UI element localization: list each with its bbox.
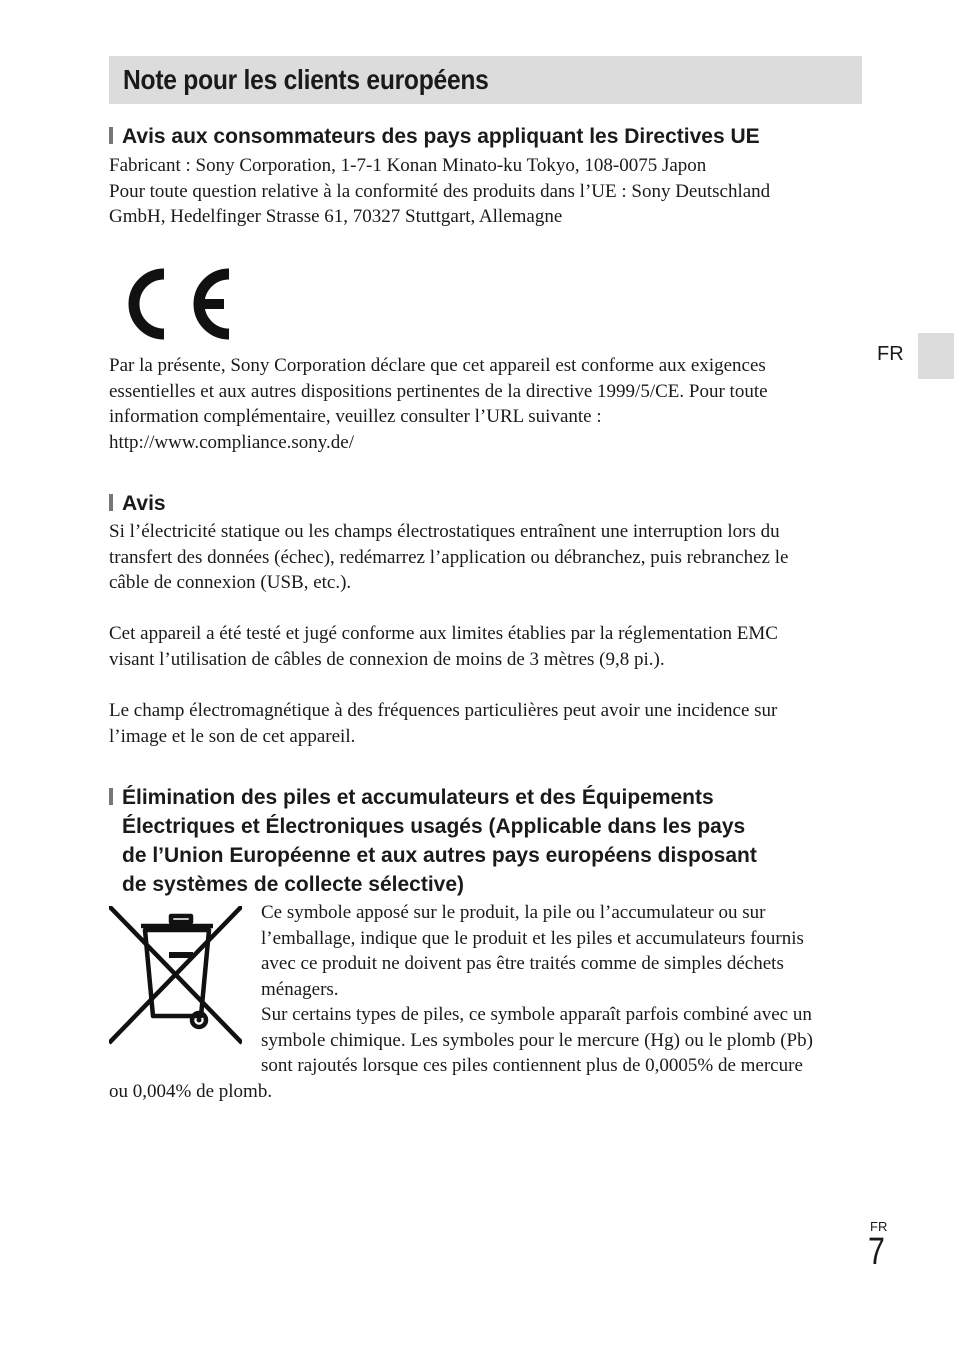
section-heading-directives (109, 122, 760, 151)
text-line: Cet appareil a été testé et jugé conforme aux limites établies par la réglementation EMC (109, 623, 778, 644)
page-title: Note pour les clients européens (123, 64, 489, 95)
manufacturer-info (109, 153, 869, 230)
section-heading-elimination (109, 783, 757, 899)
declaration-text (109, 353, 869, 455)
page-number: 7 (868, 1231, 885, 1273)
text-line: Le champ électromagnétique à des fréquences particulières peut avoir une incidence sur (109, 700, 778, 721)
text-line: transfert des données (échec), redémarrez l’application ou débranchez, puis rebranchez le (109, 546, 789, 568)
text-line: Si l’électricité statique ou les champs électrostatiques entraînent une interruption lors du (109, 521, 780, 542)
section-marker (109, 494, 113, 511)
text-line: visant l’utilisation de câbles de connexion de moins de 3 mètres (9,8 pi.). (109, 648, 665, 670)
section-marker (109, 788, 113, 805)
title-bar (109, 56, 862, 104)
text-line: information complémentaire, veuillez consulter l’URL suivante : (109, 406, 602, 427)
text-line: Pour toute question relative à la conformité des produits dans l’UE : Sony Deutschland (109, 180, 771, 202)
section-heading-text: Avis aux consommateurs des pays appliquant les Directives UE (122, 125, 760, 148)
text-line: Sur certains types de piles, ce symbole apparaît parfois combiné avec un (261, 1004, 812, 1025)
side-tab-label: FR (877, 343, 904, 365)
page-language: FR (870, 1219, 888, 1234)
text-line: symbole chimique. Les symboles pour le mercure (Hg) ou le plomb (Pb) (261, 1029, 813, 1051)
avis-paragraph-2 (109, 621, 869, 672)
text-line: Par la présente, Sony Corporation déclare que cet appareil est conforme aux exigences (109, 355, 766, 376)
heading-line: de l’Union Européenne et aux autres pays européens disposant (122, 844, 757, 867)
text-line: Ce symbole apposé sur le produit, la pile ou l’accumulateur ou sur (261, 902, 766, 923)
compliance-url: http://www.compliance.sony.de/ (109, 431, 355, 453)
heading-line: Électriques et Électroniques usagés (Applicable dans les pays (122, 815, 746, 838)
text-line: GmbH, Hedelfinger Strasse 61, 70327 Stuttgart, Allemagne (109, 206, 563, 227)
text-line: sont rajoutés lorsque ces piles contiennent plus de 0,0005% de mercure (261, 1055, 803, 1076)
text-line: essentielles et aux autres dispositions pertinentes de la directive 1999/5/CE. Pour toute (109, 380, 768, 402)
avis-paragraph-3 (109, 698, 869, 749)
section-heading-text: Avis (122, 492, 166, 515)
elimination-text (261, 900, 871, 1079)
text-line: Fabricant : Sony Corporation, 1-7-1 Konan Minato-ku Tokyo, 108-0075 Japon (109, 155, 707, 176)
section-marker (109, 127, 113, 144)
text-line: ménagers. (261, 978, 339, 1000)
text-line: l’emballage, indique que le produit et les piles et accumulateurs fournis (261, 927, 804, 949)
text-line: avec ce produit ne doivent pas être traités comme de simples déchets (261, 953, 784, 974)
text-line: l’image et le son de cet appareil. (109, 725, 356, 747)
section-heading-avis (109, 489, 166, 518)
heading-line: de systèmes de collecte sélective) (122, 873, 465, 896)
elimination-text-end (109, 1079, 869, 1105)
text-line: ou 0,004% de plomb. (109, 1081, 273, 1102)
heading-line: Élimination des piles et accumulateurs et des Équipements (122, 786, 714, 809)
section-heading-text (122, 783, 757, 899)
text-line: câble de connexion (USB, etc.). (109, 572, 352, 593)
side-tab (918, 333, 954, 379)
ce-mark-icon (118, 262, 234, 346)
avis-paragraph-1 (109, 519, 869, 596)
crossed-out-wheelie-bin-icon (109, 906, 242, 1046)
